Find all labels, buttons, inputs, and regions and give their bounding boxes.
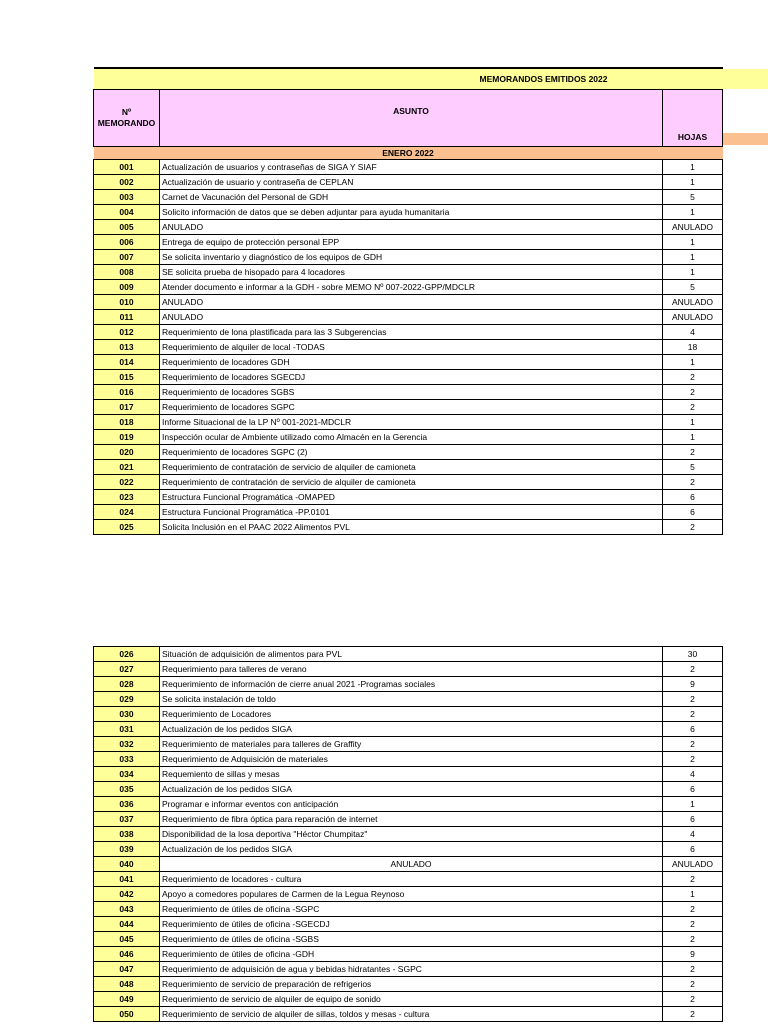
- memo-number: 032: [94, 737, 160, 752]
- memo-subject: Requerimiento de locadores - cultura: [160, 872, 663, 887]
- memo-subject: ANULADO: [160, 857, 663, 872]
- memo-number: 048: [94, 977, 160, 992]
- memo-pages: 18: [663, 340, 723, 355]
- memo-number: 005: [94, 220, 160, 235]
- memo-pages: ANULADO: [663, 220, 723, 235]
- memo-subject: Requerimiento de lona plastificada para las 3 Subgerencias: [160, 325, 663, 340]
- month-row: [94, 147, 723, 160]
- memo-number: 004: [94, 205, 160, 220]
- memo-pages: 2: [663, 475, 723, 490]
- memo-pages: 6: [663, 842, 723, 857]
- table-row: [94, 325, 723, 340]
- memo-number: 011: [94, 310, 160, 325]
- memo-pages: 2: [663, 962, 723, 977]
- memo-number: 017: [94, 400, 160, 415]
- memo-pages: ANULADO: [663, 310, 723, 325]
- memo-pages: 9: [663, 677, 723, 692]
- memo-number: 030: [94, 707, 160, 722]
- memo-subject: Actualización de usuario y contraseña de CEPLAN: [160, 175, 663, 190]
- memo-number: 041: [94, 872, 160, 887]
- table-row: [94, 490, 723, 505]
- memo-subject: Estructura Funcional Programática -OMAPED: [160, 490, 663, 505]
- memo-subject: Requerimiento de locadores GDH: [160, 355, 663, 370]
- memo-subject: Se solicita inventario y diagnóstico de los equipos de GDH: [160, 250, 663, 265]
- memo-subject: Atender documento e informar a la GDH - sobre MEMO Nº 007-2022-GPP/MDCLR: [160, 280, 663, 295]
- memo-number: 043: [94, 902, 160, 917]
- memo-number: 007: [94, 250, 160, 265]
- memo-pages: 2: [663, 400, 723, 415]
- memo-pages: 2: [663, 917, 723, 932]
- table-title-row: [94, 68, 723, 90]
- table-title-spacer: [94, 68, 160, 90]
- memorandum-table-1: [93, 67, 723, 535]
- memo-pages: 6: [663, 782, 723, 797]
- memo-pages: 1: [663, 430, 723, 445]
- memo-number: 018: [94, 415, 160, 430]
- memo-number: 027: [94, 662, 160, 677]
- table-row: [94, 415, 723, 430]
- table-row: [94, 782, 723, 797]
- memo-subject: Requerimiento de útiles de oficina -SGECDJ: [160, 917, 663, 932]
- memo-subject: Requerimiento de útiles de oficina -SGBS: [160, 932, 663, 947]
- table-row: [94, 902, 723, 917]
- table-row: [94, 737, 723, 752]
- memo-number: 038: [94, 827, 160, 842]
- table-row: [94, 752, 723, 767]
- memo-subject: Requerimiento de servicio de preparación de refrigerios: [160, 977, 663, 992]
- table-row: [94, 175, 723, 190]
- memo-pages: 2: [663, 445, 723, 460]
- memo-pages: 1: [663, 205, 723, 220]
- memo-subject: Inspección ocular de Ambiente utilizado como Almacén en la Gerencia: [160, 430, 663, 445]
- table-row: [94, 205, 723, 220]
- memo-number: 014: [94, 355, 160, 370]
- memo-number: 044: [94, 917, 160, 932]
- memo-subject: Requerimiento de servicio de alquiler de equipo de sonido: [160, 992, 663, 1007]
- memo-number: 002: [94, 175, 160, 190]
- table-row: [94, 842, 723, 857]
- memo-pages: 2: [663, 902, 723, 917]
- memo-number: 013: [94, 340, 160, 355]
- memo-subject: ANULADO: [160, 295, 663, 310]
- column-header-row: [94, 90, 723, 147]
- month-label: ENERO 2022: [94, 147, 723, 160]
- table-row: [94, 692, 723, 707]
- memo-pages: 1: [663, 250, 723, 265]
- memo-number: 045: [94, 932, 160, 947]
- memo-pages: 5: [663, 280, 723, 295]
- memo-number: 021: [94, 460, 160, 475]
- memo-subject: Estructura Funcional Programática -PP.0101: [160, 505, 663, 520]
- memo-subject: Requerimiento de Locadores: [160, 707, 663, 722]
- memo-pages: 4: [663, 827, 723, 842]
- table-row: [94, 812, 723, 827]
- memo-number: 008: [94, 265, 160, 280]
- memo-number: 003: [94, 190, 160, 205]
- table-row: [94, 662, 723, 677]
- memo-pages: 2: [663, 932, 723, 947]
- memo-subject: Situación de adquisición de alimentos para PVL: [160, 647, 663, 662]
- memo-number: 049: [94, 992, 160, 1007]
- memo-subject: Programar e informar eventos con anticipación: [160, 797, 663, 812]
- memo-number: 025: [94, 520, 160, 535]
- table-row: [94, 917, 723, 932]
- table-row: [94, 160, 723, 175]
- memo-subject: Actualización de los pedidos SIGA: [160, 782, 663, 797]
- memo-pages: 1: [663, 235, 723, 250]
- table-row: [94, 505, 723, 520]
- memo-number: 040: [94, 857, 160, 872]
- memo-pages: 9: [663, 947, 723, 962]
- memo-pages: 6: [663, 812, 723, 827]
- memo-pages: 1: [663, 355, 723, 370]
- table-row: [94, 220, 723, 235]
- memo-pages: 2: [663, 872, 723, 887]
- table-row: [94, 647, 723, 662]
- table-row: [94, 265, 723, 280]
- memo-subject: Actualización de usuarios y contraseñas de SIGA Y SIAF: [160, 160, 663, 175]
- column-header-asunto: ASUNTO: [160, 90, 663, 147]
- memo-pages: 30: [663, 647, 723, 662]
- month-fill-extension: [722, 133, 768, 145]
- memo-pages: 2: [663, 370, 723, 385]
- table-row: [94, 235, 723, 250]
- memo-subject: Requerimiento de alquiler de local -TODAS: [160, 340, 663, 355]
- memo-subject: Solicita Inclusión en el PAAC 2022 Alimentos PVL: [160, 520, 663, 535]
- memo-pages: 6: [663, 722, 723, 737]
- table-row: [94, 250, 723, 265]
- memo-number: 012: [94, 325, 160, 340]
- table-row: [94, 932, 723, 947]
- table-row: [94, 707, 723, 722]
- memo-pages: 1: [663, 160, 723, 175]
- memo-number: 036: [94, 797, 160, 812]
- table-row: [94, 355, 723, 370]
- memo-subject: Requerimiento de útiles de oficina -GDH: [160, 947, 663, 962]
- memo-pages: 2: [663, 707, 723, 722]
- memo-number: 026: [94, 647, 160, 662]
- memo-number: 022: [94, 475, 160, 490]
- memo-subject: Requerimiento de servicio de alquiler de sillas, toldos y mesas - cultura: [160, 1007, 663, 1022]
- memo-number: 015: [94, 370, 160, 385]
- memo-pages: 5: [663, 460, 723, 475]
- memo-pages: ANULADO: [663, 295, 723, 310]
- table-row: [94, 947, 723, 962]
- memo-pages: 2: [663, 385, 723, 400]
- table-row: [94, 797, 723, 812]
- memo-pages: 2: [663, 752, 723, 767]
- memo-subject: Solicito información de datos que se deben adjuntar para ayuda humanitaria: [160, 205, 663, 220]
- memo-subject: Requerimiento de información de cierre anual 2021 -Programas sociales: [160, 677, 663, 692]
- memo-pages: 1: [663, 175, 723, 190]
- memo-subject: Se solicita instalación de toldo: [160, 692, 663, 707]
- memorandum-table-2: [93, 646, 723, 1022]
- table-row: [94, 445, 723, 460]
- memo-pages: 5: [663, 190, 723, 205]
- table-row: [94, 887, 723, 902]
- memo-pages: 1: [663, 797, 723, 812]
- memo-number: 033: [94, 752, 160, 767]
- memo-number: 029: [94, 692, 160, 707]
- table-row: [94, 677, 723, 692]
- memo-subject: Requerimiento de Adquisición de materiales: [160, 752, 663, 767]
- memo-number: 023: [94, 490, 160, 505]
- memo-number: 024: [94, 505, 160, 520]
- memo-subject: Requerimiento de fibra óptica para reparación de internet: [160, 812, 663, 827]
- memo-pages: 6: [663, 505, 723, 520]
- table-row: [94, 857, 723, 872]
- column-header-number: Nº MEMORANDO: [94, 90, 160, 147]
- memo-subject: ANULADO: [160, 220, 663, 235]
- memo-subject: Actualización de los pedidos SIGA: [160, 722, 663, 737]
- memo-number: 028: [94, 677, 160, 692]
- memo-number: 019: [94, 430, 160, 445]
- memo-subject: Requerimiento de materiales para talleres de Graffity: [160, 737, 663, 752]
- table-row: [94, 767, 723, 782]
- memo-number: 042: [94, 887, 160, 902]
- table-row: [94, 370, 723, 385]
- memo-number: 031: [94, 722, 160, 737]
- memo-number: 047: [94, 962, 160, 977]
- table-row: [94, 827, 723, 842]
- memo-subject: Carnet de Vacunación del Personal de GDH: [160, 190, 663, 205]
- memo-pages: 4: [663, 325, 723, 340]
- table-row: [94, 385, 723, 400]
- memo-subject: Requerimiento de contratación de servicio de alquiler de camioneta: [160, 475, 663, 490]
- table-row: [94, 992, 723, 1007]
- memo-subject: Apoyo a comedores populares de Carmen de la Legua Reynoso: [160, 887, 663, 902]
- memo-pages: 6: [663, 490, 723, 505]
- table-title: MEMORANDOS EMITIDOS 2022: [160, 68, 723, 90]
- memo-number: 035: [94, 782, 160, 797]
- table-row: [94, 872, 723, 887]
- memo-pages: 2: [663, 1007, 723, 1022]
- memo-pages: 4: [663, 767, 723, 782]
- memo-pages: 2: [663, 692, 723, 707]
- memo-pages: 2: [663, 662, 723, 677]
- memo-subject: Requerimiento de útiles de oficina -SGPC: [160, 902, 663, 917]
- memo-subject: Actualización de los pedidos SIGA: [160, 842, 663, 857]
- memo-number: 006: [94, 235, 160, 250]
- memo-number: 050: [94, 1007, 160, 1022]
- memo-number: 046: [94, 947, 160, 962]
- memo-pages: 2: [663, 992, 723, 1007]
- memo-subject: Requerimiento de contratación de servicio de alquiler de camioneta: [160, 460, 663, 475]
- memo-subject: ANULADO: [160, 310, 663, 325]
- memo-pages: 2: [663, 520, 723, 535]
- table-row: [94, 430, 723, 445]
- header-fill-extension: [722, 69, 768, 89]
- memo-subject: Requerimiento de adquisición de agua y bebidas hidratantes - SGPC: [160, 962, 663, 977]
- table-row: [94, 340, 723, 355]
- table-row: [94, 400, 723, 415]
- memo-subject: Requerimiento de locadores SGPC (2): [160, 445, 663, 460]
- table-row: [94, 722, 723, 737]
- memo-subject: Requemiento de sillas y mesas: [160, 767, 663, 782]
- memo-pages: 2: [663, 737, 723, 752]
- memo-number: 001: [94, 160, 160, 175]
- memo-subject: Requerimiento de locadores SGBS: [160, 385, 663, 400]
- memo-subject: Requerimiento de locadores SGECDJ: [160, 370, 663, 385]
- table-row: [94, 475, 723, 490]
- table-row: [94, 520, 723, 535]
- memo-subject: Informe Situacional de la LP Nº 001-2021-MDCLR: [160, 415, 663, 430]
- table-row: [94, 280, 723, 295]
- table-row: [94, 295, 723, 310]
- table-row: [94, 962, 723, 977]
- memo-subject: Requerimiento para talleres de verano: [160, 662, 663, 677]
- memo-pages: 1: [663, 415, 723, 430]
- memo-number: 016: [94, 385, 160, 400]
- memo-pages: ANULADO: [663, 857, 723, 872]
- memo-number: 039: [94, 842, 160, 857]
- column-header-hojas: HOJAS: [663, 90, 723, 147]
- memo-pages: 1: [663, 887, 723, 902]
- table-row: [94, 310, 723, 325]
- table-row: [94, 977, 723, 992]
- memo-subject: SE solicita prueba de hisopado para 4 locadores: [160, 265, 663, 280]
- table-row: [94, 1007, 723, 1022]
- memo-number: 010: [94, 295, 160, 310]
- memo-subject: Disponibilidad de la losa deportiva "Héctor Chumpitaz": [160, 827, 663, 842]
- memo-number: 009: [94, 280, 160, 295]
- table-row: [94, 190, 723, 205]
- memo-subject: Requerimiento de locadores SGPC: [160, 400, 663, 415]
- memo-number: 037: [94, 812, 160, 827]
- table-row: [94, 460, 723, 475]
- memo-number: 034: [94, 767, 160, 782]
- memo-number: 020: [94, 445, 160, 460]
- memo-subject: Entrega de equipo de protección personal EPP: [160, 235, 663, 250]
- memo-pages: 2: [663, 977, 723, 992]
- memo-pages: 1: [663, 265, 723, 280]
